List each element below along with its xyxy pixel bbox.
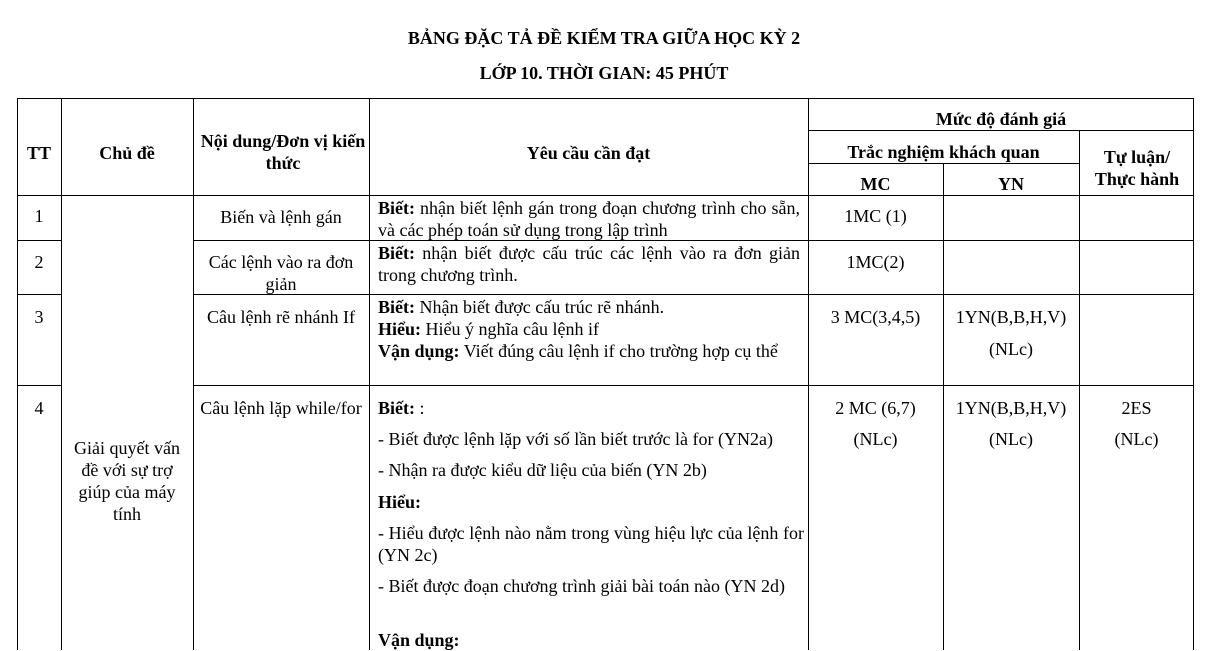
- row-4-mc-note: (NLc): [853, 429, 898, 449]
- row-4-biet-item: - Nhận ra được kiểu dữ liệu của biến (YN 2b): [378, 460, 707, 480]
- header-yeu-cau: Yêu cầu cần đạt: [526, 143, 651, 163]
- row-3-req-biet: Biết: Nhận biết được cấu trúc rẽ nhánh.: [378, 297, 665, 317]
- row-4-vandung-heading: Vận dụng:: [378, 630, 460, 650]
- document-title: BẢNG ĐẶC TẢ ĐỀ KIỂM TRA GIỮA HỌC KỲ 2: [407, 28, 801, 48]
- row-4-hieu-item: - Hiểu được lệnh nào nằm trong vùng hiệu lực của lệnh for (YN 2c): [378, 523, 804, 565]
- row-4-content: Câu lệnh lặp while/for: [200, 398, 362, 418]
- row-3-yn-note: (NLc): [989, 339, 1033, 359]
- header-yn: YN: [998, 174, 1024, 194]
- row-4-biet-heading: Biết: :: [378, 398, 425, 418]
- row-2-content: Các lệnh vào ra đơn giản: [208, 252, 354, 294]
- row-2-requirement: [378, 242, 800, 286]
- row-3-mc: 3 MC(3,4,5): [830, 307, 921, 327]
- row-4-hieu-heading: Hiểu:: [378, 492, 421, 512]
- row-3-req-vandung: Vận dụng: Viết đúng câu lệnh if cho trường hợp cụ thể: [378, 341, 778, 361]
- row-3-req-hieu: Hiểu: Hiểu ý nghĩa câu lệnh if: [378, 319, 599, 339]
- row-1-tt: 1: [34, 206, 44, 226]
- header-tu-luan: Tự luận/ Thực hành: [1094, 147, 1180, 189]
- row-4-hieu-item: - Biết được đoạn chương trình giải bài toán nào (YN 2d): [378, 576, 785, 596]
- header-trac-nghiem: Trắc nghiệm khách quan: [847, 142, 1040, 162]
- row-2-mc: 1MC(2): [846, 252, 905, 272]
- row-2-tt: 2: [34, 252, 44, 272]
- row-2-req-label: Biết:: [378, 243, 415, 263]
- row-3-yn: 1YN(B,B,H,V): [955, 307, 1067, 327]
- header-chu-de: Chủ đề: [99, 143, 155, 163]
- row-1-req-label: Biết:: [378, 198, 415, 218]
- row-4-yn-note: (NLc): [989, 429, 1033, 449]
- topic-cell: Giải quyết vấn đề với sự trợ giúp của máy tính: [74, 438, 180, 524]
- row-4-tu-luan-note: (NLc): [1114, 429, 1159, 449]
- row-4-tt: 4: [34, 398, 44, 418]
- row-3-content: Câu lệnh rẽ nhánh If: [207, 307, 355, 327]
- row-1-req-text: nhận biết lệnh gán trong đoạn chương trình cho sẵn, và các phép toán sử dụng trong lập trình: [378, 198, 800, 240]
- document-subtitle: LỚP 10. THỜI GIAN: 45 PHÚT: [479, 63, 729, 83]
- header-muc-do: Mức độ đánh giá: [935, 109, 1067, 129]
- row-3-requirement: [378, 296, 800, 362]
- row-1-content: Biến và lệnh gán: [220, 207, 342, 227]
- row-4-yn: 1YN(B,B,H,V): [955, 398, 1067, 418]
- row-1-requirement: [378, 197, 800, 241]
- row-3-tt: 3: [34, 307, 44, 327]
- row-2-req-text: nhận biết được cấu trúc các lệnh vào ra đơn giản trong chương trình.: [378, 243, 800, 285]
- header-mc: MC: [860, 174, 891, 194]
- row-4-mc: 2 MC (6,7): [835, 398, 916, 418]
- row-4-tu-luan: 2ES: [1121, 398, 1152, 418]
- header-noi-dung: Nội dung/Đơn vị kiến thức: [200, 131, 366, 173]
- row-1-mc: 1MC (1): [844, 206, 907, 226]
- header-tt: TT: [26, 143, 51, 163]
- row-4-biet-item: - Biết được lệnh lặp với số lần biết trước là for (YN2a): [378, 429, 773, 449]
